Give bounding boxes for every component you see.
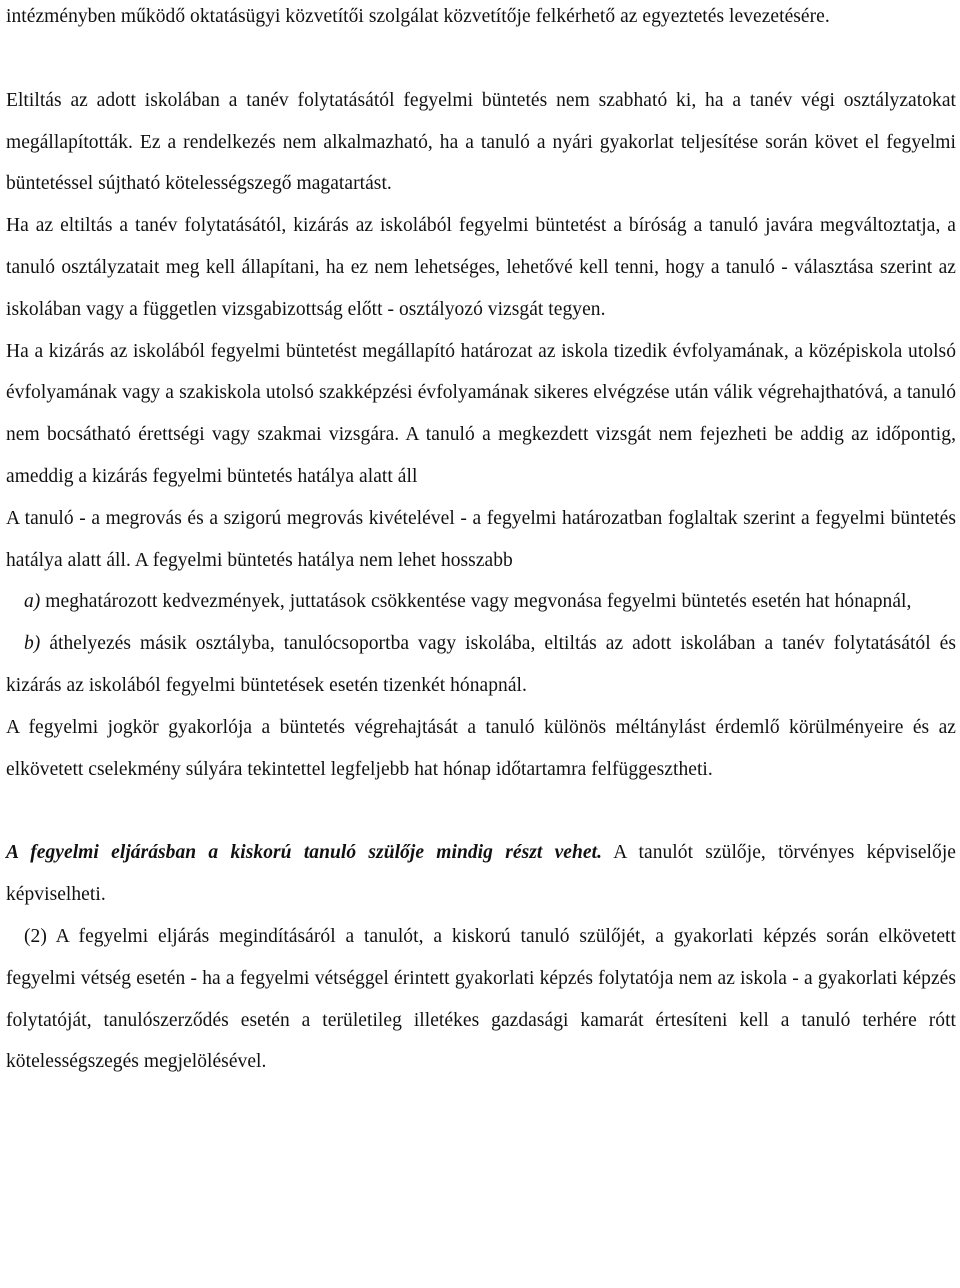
paragraph-spacer <box>6 790 956 832</box>
list-text-a: meghatározott kedvezmények, juttatások csökkentése vagy megvonása fegyelmi büntetés esetén hat hónapnál, <box>40 591 912 613</box>
paragraph-parent-participation <box>6 832 956 916</box>
paragraph-notification: (2) A fegyelmi eljárás megindításáról a tanulót, a kiskorú tanuló szülőjét, a gyakorlati képzés során elkövetett fegyelmi vétség esetén - ha a fegyelmi vétséggel érintett gyakorlati képzés folytatója nem az iskola - a gyakorlati képzés folytatóját, tanulószerződés esetén a területileg illetékes gazdasági kamarát értesíteni kell a tanuló terhére rótt kötelességszegés megjelölésével. <box>6 925 956 1073</box>
emphasis-text: A fegyelmi eljárásban a kiskorú tanuló szülője mindig részt vehet. <box>6 842 602 864</box>
document-page <box>6 0 956 1083</box>
paragraph-court-change: Ha az eltiltás a tanév folytatásától, kizárás az iskolából fegyelmi büntetést a bíróság a tanuló javára megváltoztatja, a tanuló osztályzatait meg kell állapítani, ha ez nem lehetséges, lehetővé kell tenni, hogy a tanuló - választása szerint az iskolában vagy a független vizsgabizottság előtt - osztályozó vizsgát tegyen. <box>6 215 956 320</box>
paragraph-text: A tanulót szülője, törvényes képviselője képviselheti. <box>6 842 956 906</box>
paragraph-suspension: A fegyelmi jogkör gyakorlója a büntetés végrehajtását a tanuló különös méltánylást érdemlő körülményeire és az elkövetett cselekmény súlyára tekintettel legfeljebb hat hónap időtartamra felfüggesztheti. <box>6 716 956 780</box>
paragraph-expulsion-exam: Ha a kizárás az iskolából fegyelmi büntetést megállapító határozat az iskola tizedik évfolyamának, a középiskola utolsó évfolyamának vagy a szakiskola utolsó szakképzési évfolyamának sikeres elvégzése után válik végrehajthatóvá, a tanuló nem bocsátható érettségi vagy szakmai vizsgára. A tanuló a megkezdett vizsgát nem fejezheti be addig az időpontig, ameddig a kizárás fegyelmi büntetés hatálya alatt áll <box>6 340 956 487</box>
list-text-b: áthelyezés másik osztályba, tanulócsoportba vagy iskolába, eltiltás az adott iskolában a tanév folytatásától és kizárás az iskolából fegyelmi büntetések esetén tizenkét hónapnál. <box>6 633 956 696</box>
list-item-a <box>6 581 956 623</box>
paragraph-suspension-rule: Eltiltás az adott iskolában a tanév folytatásától fegyelmi büntetés nem szabható ki, ha a tanév végi osztályzatokat megállapították. Ez a rendelkezés nem alkalmazható, ha a tanuló a nyári gyakorlat teljesítése során követ el fegyelmi büntetéssel sújtható kötelességszegő magatartást. <box>6 89 956 195</box>
list-item-b <box>6 623 956 707</box>
list-marker-a: a) <box>24 591 41 613</box>
list-marker-b: b) <box>24 633 41 655</box>
paragraph-mediation: intézményben működő oktatásügyi közvetítői szolgálat közvetítője felkérhető az egyeztetés levezetésére. <box>6 6 830 27</box>
paragraph-spacer <box>6 38 956 80</box>
paragraph-penalty-duration: A tanuló - a megrovás és a szigorú megrovás kivételével - a fegyelmi határozatban foglaltak szerint a fegyelmi büntetés hatálya alatt áll. A fegyelmi büntetés hatálya nem lehet hosszabb <box>6 507 956 571</box>
